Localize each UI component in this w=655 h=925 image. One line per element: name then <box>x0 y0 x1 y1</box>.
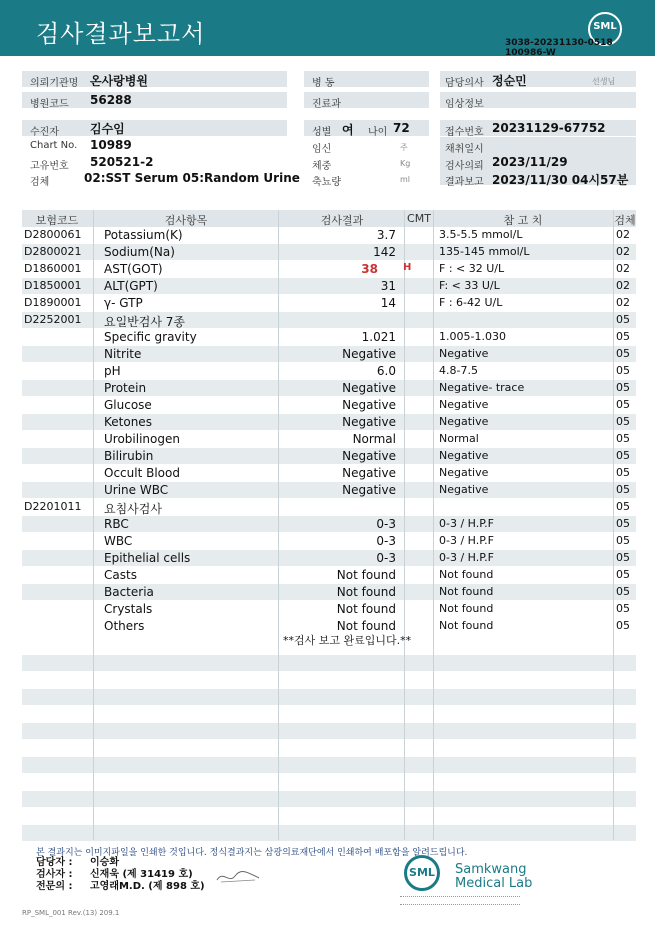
cell-result: 0-3 <box>376 517 396 531</box>
cell-item: Specific gravity <box>104 330 197 344</box>
cell-reference: Not found <box>439 568 494 581</box>
cell-reference: 0-3 / H.P.F <box>439 534 494 547</box>
chart-value: 10989 <box>90 138 132 152</box>
unique-label: 고유번호 <box>30 161 69 172</box>
cell-item: Urobilinogen <box>104 432 180 446</box>
cell-result: 6.0 <box>376 364 396 378</box>
receipt-label: 접수번호 <box>445 127 484 138</box>
cell-specimen: 05 <box>616 313 630 326</box>
brand-contact <box>400 904 520 907</box>
staff-role: 담당자 : <box>36 857 73 868</box>
cell-item: γ- GTP <box>104 296 143 310</box>
cell-flag: H <box>403 262 412 273</box>
cell-result: Negative <box>342 483 396 497</box>
cell-specimen: 05 <box>616 415 630 428</box>
cell-reference: 4.8-7.5 <box>439 364 478 377</box>
report-id-line2: 100986-W <box>505 48 556 58</box>
cell-result: 3.7 <box>376 228 396 242</box>
cell-reference: Negative <box>439 398 489 411</box>
report-time-value: 2023/11/30 04시57분 <box>492 173 629 187</box>
cell-result: Negative <box>342 347 396 361</box>
staff-name: 이승화 <box>90 857 119 868</box>
cell-specimen: 05 <box>616 483 630 496</box>
brand-name-line1: Samkwang <box>455 862 527 877</box>
pregnancy-unit: 주 <box>400 143 408 152</box>
cell-result: Not found <box>336 619 396 633</box>
cell-specimen: 05 <box>616 432 630 445</box>
cell-reference: 0-3 / H.P.F <box>439 517 494 530</box>
cell-code: D1850001 <box>24 279 82 292</box>
cell-reference: 3.5-5.5 mmol/L <box>439 228 523 241</box>
sml-logo-text: SML <box>593 21 617 32</box>
cell-item: Casts <box>104 568 137 582</box>
cell-specimen: 05 <box>616 466 630 479</box>
hospital-label: 의뢰기관명 <box>30 78 79 89</box>
cell-specimen: 05 <box>616 517 630 530</box>
report-title: 검사결과보고서 <box>36 20 206 48</box>
table-stripe <box>22 689 636 705</box>
report-id <box>505 38 613 58</box>
table-stripe <box>22 791 636 807</box>
cell-specimen: 02 <box>616 262 630 275</box>
urine-label: 축뇨량 <box>312 177 341 188</box>
cell-result: Negative <box>342 466 396 480</box>
specimen-value: 02:SST Serum 05:Random Urine <box>84 171 300 185</box>
chart-label: Chart No. <box>30 140 78 151</box>
cell-specimen: 05 <box>616 347 630 360</box>
table-stripe <box>22 723 636 739</box>
staff-role: 검사자 : <box>36 869 73 880</box>
col-divider <box>613 210 614 840</box>
cell-result: 142 <box>373 245 396 259</box>
cell-result: Not found <box>336 602 396 616</box>
cell-specimen: 05 <box>616 534 630 547</box>
cell-code: D2252001 <box>24 313 82 326</box>
doctor-suffix: 선생님 <box>592 77 616 86</box>
cell-result: Negative <box>342 381 396 395</box>
clinical-label: 임상정보 <box>445 99 484 110</box>
col-divider <box>404 210 405 840</box>
table-stripe <box>22 655 636 671</box>
unique-value: 520521-2 <box>90 155 154 169</box>
weight-unit: Kg <box>400 159 411 168</box>
cell-specimen: 05 <box>616 602 630 615</box>
cell-item: RBC <box>104 517 129 531</box>
cell-result: Negative <box>342 415 396 429</box>
age-label: 나이 <box>368 127 388 138</box>
cell-item: Potassium(K) <box>104 228 183 242</box>
report-id-line1: 3038-20231130-0518 <box>505 38 613 48</box>
col-header-reference: 참 고 치 <box>503 214 543 227</box>
cell-reference: Negative <box>439 449 489 462</box>
cell-specimen: 05 <box>616 330 630 343</box>
request-label: 검사의뢰 <box>445 161 484 172</box>
sex-label: 성별 <box>312 127 332 138</box>
cell-reference: Not found <box>439 602 494 615</box>
cell-specimen: 05 <box>616 500 630 513</box>
cell-reference: Negative- trace <box>439 381 525 394</box>
cell-item: pH <box>104 364 121 378</box>
cell-code: D2201011 <box>24 500 82 513</box>
cell-code: D1890001 <box>24 296 82 309</box>
cell-reference: F: < 33 U/L <box>439 279 500 292</box>
hospital-value: 온사랑병원 <box>90 74 148 88</box>
request-value: 2023/11/29 <box>492 155 568 169</box>
cell-item: Urine WBC <box>104 483 169 497</box>
cell-result: 0-3 <box>376 534 396 548</box>
brand-address <box>400 896 520 899</box>
cell-item: Nitrite <box>104 347 142 361</box>
patient-value: 김수임 <box>90 122 125 136</box>
cell-result: Normal <box>352 432 396 446</box>
form-code: RP_SML_001 Rev.(13) 209.1 <box>22 909 120 917</box>
cell-reference: 1.005-1.030 <box>439 330 506 343</box>
urine-unit: ml <box>400 175 411 184</box>
weight-label: 체중 <box>312 161 332 172</box>
specimen-label: 검체 <box>30 177 50 188</box>
band-patient <box>22 120 287 136</box>
cell-specimen: 05 <box>616 551 630 564</box>
table-stripe <box>22 825 636 841</box>
cell-code: D2800021 <box>24 245 82 258</box>
cell-item: Protein <box>104 381 147 395</box>
col-header-item: 검사항목 <box>164 214 208 227</box>
col-divider <box>93 210 94 840</box>
staff-role: 전문의 : <box>36 881 73 892</box>
cell-specimen: 02 <box>616 279 630 292</box>
brand-name <box>455 863 532 891</box>
col-header-result: 검사결과 <box>320 214 364 227</box>
dept-label: 진료과 <box>312 99 341 110</box>
col-header-code: 보험코드 <box>35 214 79 227</box>
cell-specimen: 02 <box>616 245 630 258</box>
cell-specimen: 05 <box>616 449 630 462</box>
collect-time-label: 채취일시 <box>445 144 484 155</box>
col-divider <box>433 210 434 840</box>
cell-item: Sodium(Na) <box>104 245 175 259</box>
cell-reference: 135-145 mmol/L <box>439 245 530 258</box>
cell-result: 0-3 <box>376 551 396 565</box>
patient-label: 수진자 <box>30 127 59 138</box>
cell-specimen: 05 <box>616 381 630 394</box>
cell-item: AST(GOT) <box>104 262 163 276</box>
cell-item: ALT(GPT) <box>104 279 158 293</box>
cell-reference: Not found <box>439 585 494 598</box>
cell-reference: Negative <box>439 466 489 479</box>
cell-code: D1860001 <box>24 262 82 275</box>
cell-item: Ketones <box>104 415 152 429</box>
table-stripe <box>22 757 636 773</box>
cell-specimen: 05 <box>616 398 630 411</box>
brand-name-line2: Medical Lab <box>455 876 533 891</box>
cell-specimen: 05 <box>616 619 630 632</box>
doctor-value: 정순민 <box>492 74 527 88</box>
cell-item: WBC <box>104 534 133 548</box>
cell-reference: Negative <box>439 415 489 428</box>
cell-specimen: 05 <box>616 585 630 598</box>
cell-item: Crystals <box>104 602 153 616</box>
cell-reference: 0-3 / H.P.F <box>439 551 494 564</box>
cell-result: Not found <box>336 568 396 582</box>
print-notice: 본 결과지는 이미지파일을 인쇄한 것입니다. 정식결과지는 삼광의료재단에서 인쇄하여 배포함을 알려드립니다. <box>36 848 468 858</box>
col-header-specimen: 검체 <box>614 214 636 227</box>
cell-item: Bilirubin <box>104 449 154 463</box>
ward-label: 병 동 <box>312 78 335 89</box>
cell-reference: Negative <box>439 347 489 360</box>
hospital-code-label: 병원코드 <box>30 99 69 110</box>
report-time-label: 결과보고 <box>445 177 484 188</box>
cell-specimen: 05 <box>616 364 630 377</box>
cell-specimen: 05 <box>616 568 630 581</box>
doctor-label: 담당의사 <box>445 78 484 89</box>
cell-result: 1.021 <box>361 330 396 344</box>
cell-result: 14 <box>380 296 396 310</box>
cell-code: D2800061 <box>24 228 82 241</box>
cell-reference: Negative <box>439 483 489 496</box>
cell-item: Occult Blood <box>104 466 180 480</box>
staff-name: 고영래M.D. (제 898 호) <box>90 881 205 892</box>
receipt-value: 20231129-67752 <box>492 121 606 135</box>
cell-reference: F : < 32 U/L <box>439 262 505 275</box>
age-value: 72 <box>393 121 410 135</box>
sml-brand-logo-text: SML <box>409 866 435 879</box>
cell-item: 요침사검사 <box>104 502 162 516</box>
cell-item: Epithelial cells <box>104 551 191 565</box>
cell-item: Others <box>104 619 145 633</box>
signature-image <box>215 866 263 886</box>
cell-result: Negative <box>342 449 396 463</box>
cell-specimen: 02 <box>616 228 630 241</box>
sex-value: 여 <box>342 123 354 137</box>
cell-item: 요일반검사 7종 <box>104 315 186 329</box>
cell-result: 38 <box>361 262 378 276</box>
cell-result: 31 <box>380 279 396 293</box>
cell-item: Glucose <box>104 398 152 412</box>
cell-reference: Not found <box>439 619 494 632</box>
end-note: **검사 보고 완료입니다.** <box>283 634 412 647</box>
staff-name: 신재욱 (제 31419 호) <box>90 869 193 880</box>
cell-item: Bacteria <box>104 585 154 599</box>
hospital-code-value: 56288 <box>90 93 132 107</box>
cell-specimen: 02 <box>616 296 630 309</box>
cell-result: Not found <box>336 585 396 599</box>
cell-reference: Normal <box>439 432 479 445</box>
cell-result: Negative <box>342 398 396 412</box>
pregnancy-label: 임신 <box>312 144 332 155</box>
cell-reference: F : 6-42 U/L <box>439 296 503 309</box>
col-header-cmt: CMT <box>407 212 431 225</box>
sml-brand-logo <box>404 855 440 891</box>
